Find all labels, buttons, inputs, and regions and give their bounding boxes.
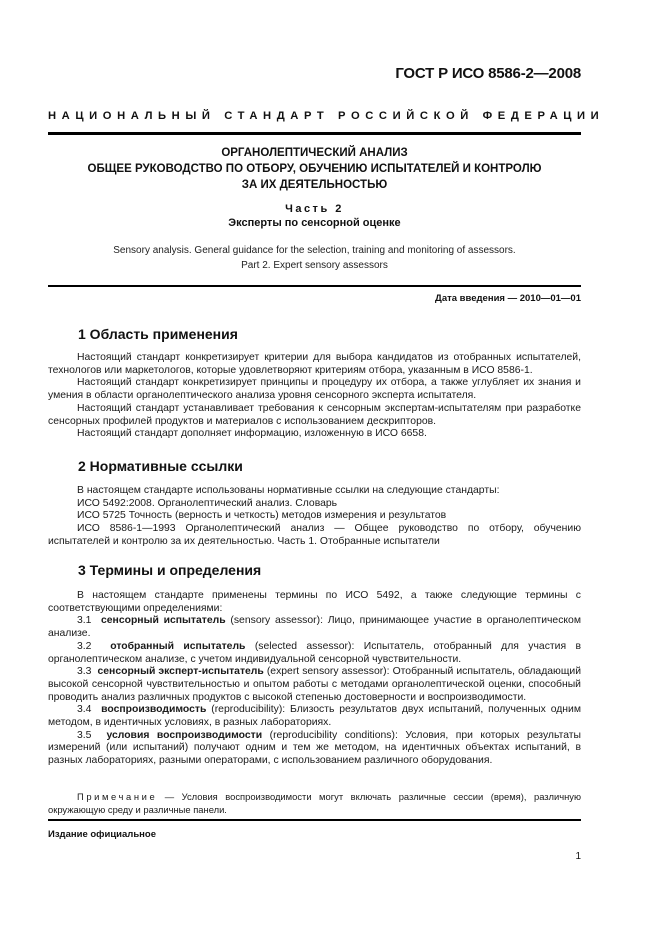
national-standard-banner: НАЦИОНАЛЬНЫЙ СТАНДАРТ РОССИЙСКОЙ ФЕДЕРАЦИИ [48, 110, 605, 122]
section-body [48, 352, 581, 441]
term-english: (reproducibility) [211, 704, 283, 716]
term-definition [48, 615, 581, 640]
term-english: (reproducibility conditions) [269, 729, 395, 741]
term-number: 3.2 [77, 640, 92, 652]
term-english: (expert sensory assessor) [266, 666, 387, 678]
paragraph: В настоящем стандарте применены термины по ИСО 5492, а также следующие термины с соответствующими определениями: [48, 590, 581, 614]
note [48, 790, 581, 816]
term: воспроизводимость [101, 704, 207, 716]
english-title [48, 243, 581, 273]
term-def: : Лицо, принимающее участие в органолептическом анализе. [48, 615, 581, 640]
paragraph: Настоящий стандарт конкретизирует критерии для выбора кандидатов из отобранных испытателей, технологов или маркетологов, которые удовлетворяют критериям отбора, указанным в ИСО 8586-1. [48, 352, 581, 376]
title-line: ОБЩЕЕ РУКОВОДСТВО ПО ОТБОРУ, ОБУЧЕНИЮ ИСПЫТАТЕЛЕЙ И КОНТРОЛЮ [87, 163, 542, 175]
english-title-line: Part 2. Expert sensory assessors [241, 260, 388, 271]
note-text: — Условия воспроизводимости могут включать различные сессии (время), различную окружающую среду и различные панели. [48, 791, 581, 815]
paragraph: Настоящий стандарт конкретизирует принципы и процедуру их отбора, а также углубляет их знания и умения в области органолептического анализа уровня сенсорного эксперта испытателя. [48, 377, 581, 402]
paragraph: Настоящий стандарт дополняет информацию, изложенную в ИСО 6658. [77, 428, 427, 440]
section-body [48, 590, 581, 768]
paragraph: Настоящий стандарт устанавливает требования к сенсорным экспертам-испытателям при разработке сенсорных профилей продуктов и материалов с использованием дескрипторов. [48, 402, 581, 427]
term-definition [48, 704, 581, 729]
term: отобранный испытатель [110, 640, 246, 652]
term-number: 3.5 [77, 729, 92, 741]
introduction-date: Дата введения — 2010—01—01 [435, 293, 581, 304]
term-definition [48, 730, 581, 768]
section-heading: 1 Область применения [78, 326, 238, 342]
term: условия воспроизводимости [106, 729, 263, 741]
term-english: (selected assessor) [254, 640, 352, 652]
part-label: Часть 2 [285, 203, 344, 215]
term: сенсорный эксперт-испытатель [97, 666, 264, 678]
part-subtitle: Эксперты по сенсорной оценке [228, 217, 401, 229]
document-number: ГОСТ Р ИСО 8586-2—2008 [395, 65, 581, 82]
title-divider [48, 285, 581, 287]
paragraph: В настоящем стандарте использованы нормативные ссылки на следующие стандарты: [77, 485, 500, 496]
term-number: 3.3 [77, 666, 92, 678]
page-number: 1 [575, 851, 581, 862]
section-body [48, 485, 581, 549]
term-def: : Отобранный испытатель, обладающий высокой сенсорной чувствительностью и опытом работы с методами органолептической оценки, способный проводить анализ различных продуктов с высокой степенью достоверности и воспроизводимости. [48, 666, 581, 703]
term-number: 3.4 [77, 704, 92, 716]
reference-item: ИСО 5725 Точность (верность и четкость) методов измерения и результатов [77, 510, 447, 522]
term-def: : Испытатель, отобранный для участия в органолептическом анализе, с учетом индивидуальной сенсорной чувствительности. [48, 640, 581, 665]
term-def: : Условия, при которых результаты измерений (или испытаний) получают одним и тем же методом, на идентичных объектах испытаний, в разных лабораториях, разными операторами, с использованием различного оборудования. [48, 729, 582, 767]
term: сенсорный испытатель [100, 615, 226, 627]
footer-divider [48, 819, 581, 821]
term-def: : Близость результатов двух испытаний, полученных одним методом, в идентичных условиях, в разных лабораториях. [48, 704, 581, 729]
note-label: Примечание [77, 791, 158, 802]
header-divider [48, 132, 581, 135]
reference-item: ИСО 5492:2008. Органолептический анализ. Словарь [77, 497, 338, 509]
section-heading: 3 Термины и определения [78, 562, 262, 578]
term-english: (sensory assessor) [230, 615, 321, 627]
term-definition [48, 641, 581, 666]
term-definition [48, 666, 581, 704]
english-title-line: Sensory analysis. General guidance for the selection, training and monitoring of assessors. [113, 245, 516, 256]
official-edition-label: Издание официальное [48, 829, 156, 840]
title-line: ОРГАНОЛЕПТИЧЕСКИЙ АНАЛИЗ [221, 147, 408, 159]
document-title [48, 145, 581, 193]
title-line: ЗА ИХ ДЕЯТЕЛЬНОСТЬЮ [241, 179, 388, 191]
term-number: 3.1 [77, 615, 92, 627]
reference-item: ИСО 8586-1—1993 Органолептический анализ — Общее руководство по отбору, обучению испытателей и контролю за их деятельностью. Часть 1. Отобранные испытатели [48, 523, 581, 547]
section-heading: 2 Нормативные ссылки [78, 458, 243, 474]
